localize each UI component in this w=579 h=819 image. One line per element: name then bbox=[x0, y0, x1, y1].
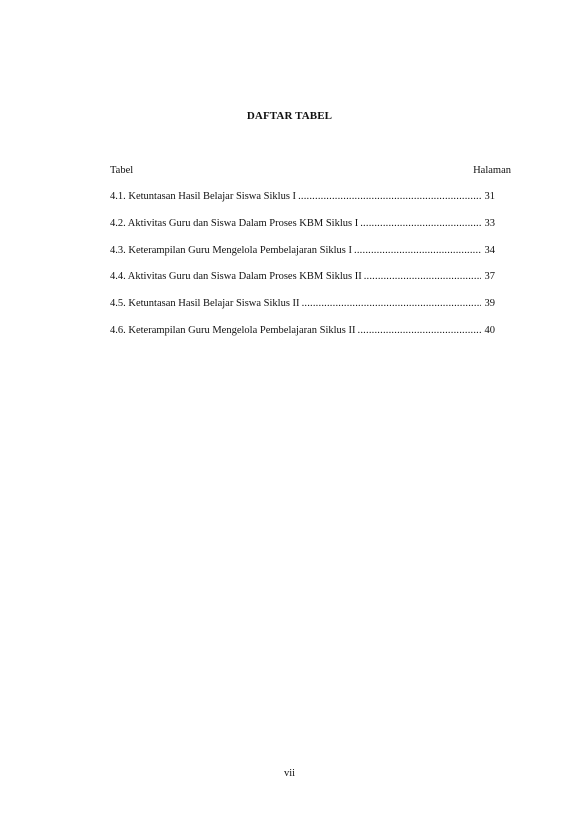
dot-leader bbox=[360, 218, 481, 229]
page-title: DAFTAR TABEL bbox=[246, 110, 333, 122]
dot-leader bbox=[302, 298, 481, 309]
column-header-halaman: Halaman bbox=[473, 165, 511, 176]
entry-label: 4.5. Ketuntasan Hasil Belajar Siswa Siklus II bbox=[110, 298, 300, 310]
page-number: vii bbox=[283, 768, 296, 779]
list-item bbox=[110, 271, 495, 298]
dot-leader bbox=[354, 245, 481, 256]
entry-page-number: 40 bbox=[484, 324, 495, 336]
entry-page-number: 34 bbox=[484, 244, 495, 256]
list-item bbox=[110, 245, 495, 272]
list-item bbox=[110, 191, 495, 218]
list-item bbox=[110, 325, 495, 352]
column-header-tabel: Tabel bbox=[110, 165, 134, 176]
entry-label: 4.1. Ketuntasan Hasil Belajar Siswa Siklus I bbox=[110, 191, 297, 202]
entry-label: 4.2. Aktivitas Guru dan Siswa Dalam Proses KBM Siklus I bbox=[110, 217, 359, 229]
entry-page-number: 31 bbox=[484, 191, 495, 202]
table-of-tables bbox=[110, 191, 495, 352]
entry-page-number: 39 bbox=[484, 298, 495, 310]
entry-label: 4.3. Keterampilan Guru Mengelola Pembelajaran Siklus I bbox=[110, 244, 353, 256]
dot-leader bbox=[298, 191, 481, 202]
entry-page-number: 37 bbox=[484, 271, 495, 283]
dot-leader bbox=[364, 271, 481, 282]
dot-leader bbox=[358, 325, 481, 336]
entry-page-number: 33 bbox=[484, 217, 495, 229]
entry-label: 4.6. Keterampilan Guru Mengelola Pembelajaran Siklus II bbox=[110, 324, 356, 336]
entry-label: 4.4. Aktivitas Guru dan Siswa Dalam Proses KBM Siklus II bbox=[110, 271, 362, 283]
list-item bbox=[110, 298, 495, 325]
list-item bbox=[110, 218, 495, 245]
